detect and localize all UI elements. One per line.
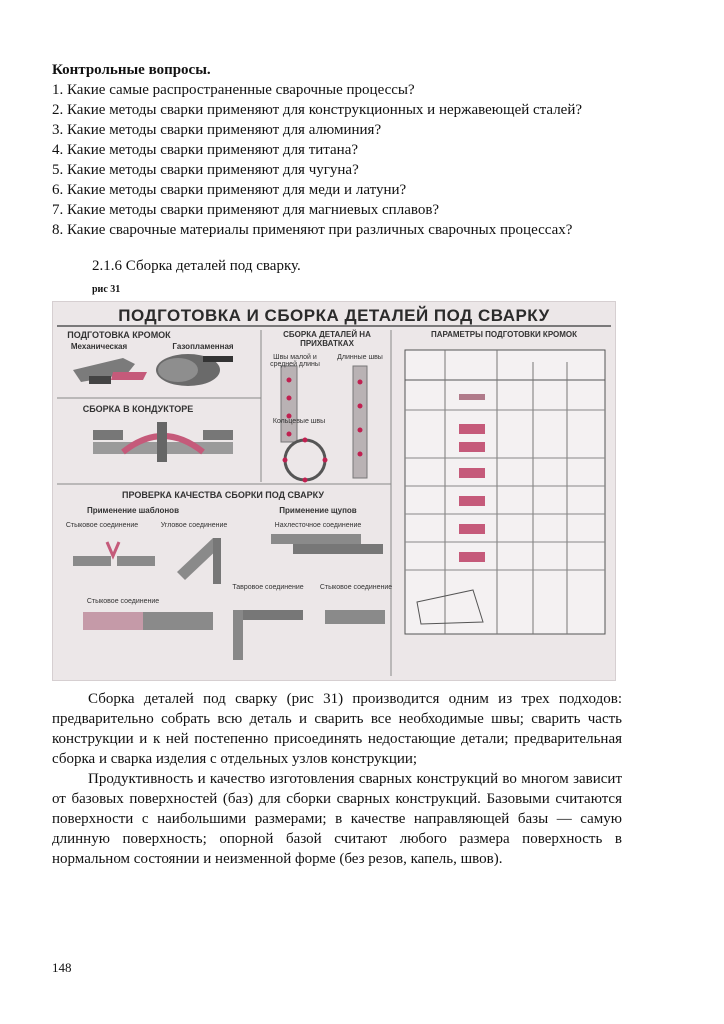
body-paragraph: Сборка деталей под сварку (рис 31) производится одним из трех подходов: предварительно собрать всю деталь и сварить все необходимые швы; сварить часть конструкции и к ней постепенно присоединять недостающие детали; предварительная сборка и сварка изделия с отдельных узлов конструкции; — [52, 691, 622, 767]
tack-assembly-title: СБОРКА ДЕТАЛЕЙ НА ПРИХВАТКАХ — [283, 330, 371, 348]
page-number: 148 — [52, 960, 72, 975]
templates-label: Применение шаблонов — [87, 506, 179, 515]
jig-assembly-title: СБОРКА В КОНДУКТОРЕ — [82, 404, 194, 414]
pipe-illustration — [156, 354, 233, 386]
feelers-label: Применение щупов — [279, 506, 357, 515]
edge-prep-title: ПОДГОТОВКА КРОМОК — [67, 330, 171, 340]
grinder-illustration — [73, 358, 147, 384]
long-seams-label: Длинные швы — [337, 354, 383, 361]
question-item: 6. Какие методы сварки применяют для меди и латуни? — [52, 182, 407, 198]
question-item: 4. Какие методы сварки применяют для титана? — [52, 142, 359, 158]
questions-heading: Контрольные вопросы. — [52, 62, 211, 78]
question-item: 8. Какие сварочные материалы применяют при различных сварочных процессах? — [52, 222, 573, 238]
gas-flame-label: Газопламенная — [172, 342, 234, 351]
page-content — [52, 60, 622, 869]
question-item: 1. Какие самые распространенные сварочные процессы? — [52, 82, 415, 98]
butt-joint-label-2: Стыковое соединение — [86, 598, 160, 605]
short-seams-label: Швы малой и средней длины — [270, 354, 320, 368]
body-paragraph: Продуктивность и качество изготовления сварных конструкций во многом зависит от базовых поверхностей (баз) для сборки сварных конструкций. Базовыми считаются поверхности с наибольшими размерами; в качестве направляющей базы — самую длинную поверхность; опорной базой считают любого размера поверхность в нормальном состоянии и неизменной форме (без резов, капель, швов). — [52, 771, 622, 867]
figure-title: ПОДГОТОВКА И СБОРКА ДЕТАЛЕЙ ПОД СВАРКУ — [118, 306, 550, 325]
feeler-illustrations — [233, 534, 385, 660]
butt-joint-label-3: Стыковое соединение — [319, 584, 393, 591]
question-item: 5. Какие методы сварки применяют для чугуна? — [52, 162, 359, 178]
butt-joint-label: Стыковое соединение — [65, 522, 139, 529]
template-illustrations — [73, 538, 221, 630]
mechanical-label: Механическая — [70, 342, 128, 351]
lap-joint-label: Нахлесточное соединение — [274, 522, 362, 529]
ring-seams-label: Кольцевые швы — [272, 418, 326, 425]
params-table — [405, 350, 605, 634]
figure-label: рис 31 — [92, 284, 121, 295]
tee-joint-label: Тавровое соединение — [232, 584, 304, 591]
question-item: 2. Какие методы сварки применяют для конструкционных и нержавеющей сталей? — [52, 102, 583, 118]
figure-poster — [52, 301, 616, 681]
question-item: 7. Какие методы сварки применяют для магниевых сплавов? — [52, 202, 440, 218]
question-item: 3. Какие методы сварки применяют для алюминия? — [52, 122, 382, 138]
corner-joint-label: Угловое соединение — [160, 522, 228, 529]
section-title: 2.1.6 Сборка деталей под сварку. — [92, 258, 301, 274]
quality-check-title: ПРОВЕРКА КАЧЕСТВА СБОРКИ ПОД СВАРКУ — [122, 490, 324, 500]
jig-illustration — [93, 422, 233, 462]
params-title: ПАРАМЕТРЫ ПОДГОТОВКИ КРОМОК — [430, 330, 578, 339]
